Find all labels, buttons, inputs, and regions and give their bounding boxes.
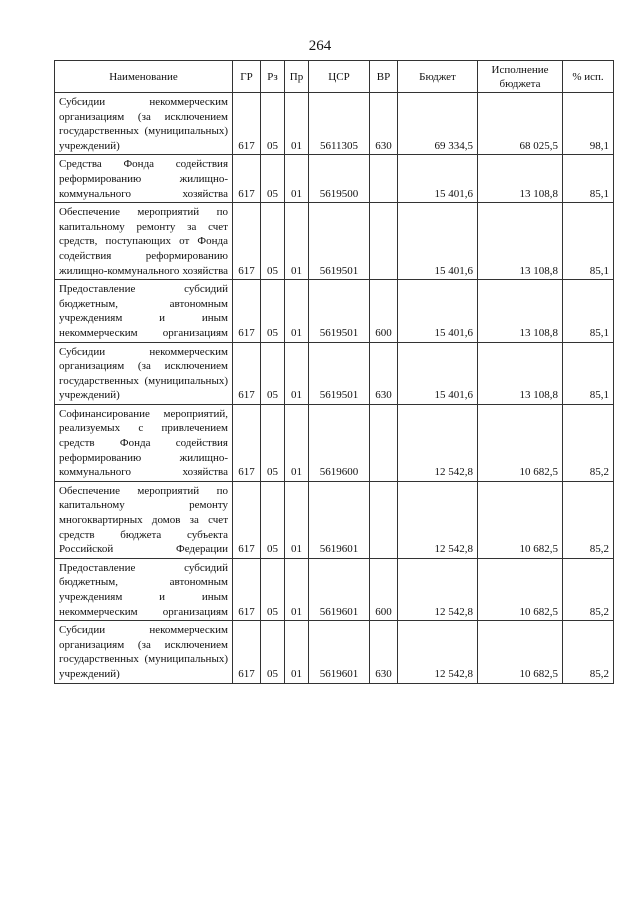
page-number: 264	[308, 38, 332, 54]
row-rz: 05	[261, 93, 285, 155]
row-budget: 69 334,5	[398, 93, 478, 155]
row-rz: 05	[261, 558, 285, 620]
row-gr: 617	[233, 93, 261, 155]
row-vr: 600	[370, 558, 398, 620]
row-gr: 617	[233, 203, 261, 280]
row-gr: 617	[233, 280, 261, 342]
table-row	[55, 621, 614, 683]
row-execution: 10 682,5	[478, 404, 563, 481]
col-header-rz: Рз	[261, 61, 285, 93]
row-percent: 85,2	[563, 558, 614, 620]
row-csr: 5619601	[309, 481, 370, 558]
row-vr: 630	[370, 342, 398, 404]
row-pr: 01	[285, 155, 309, 203]
row-pr: 01	[285, 93, 309, 155]
row-vr: 630	[370, 93, 398, 155]
budget-table	[54, 60, 614, 684]
col-header-pr: Пр	[285, 61, 309, 93]
col-header-vr: ВР	[370, 61, 398, 93]
row-name: Предоставление субсидий бюджетным, автономным учреждениям и иным некоммерческим организациям	[55, 280, 233, 342]
row-vr: 600	[370, 280, 398, 342]
row-gr: 617	[233, 558, 261, 620]
col-header-execution: Исполнение бюджета	[478, 61, 563, 93]
row-budget: 15 401,6	[398, 155, 478, 203]
row-csr: 5619501	[309, 342, 370, 404]
row-pr: 01	[285, 481, 309, 558]
row-name: Обеспечение мероприятий по капитальному ремонту многоквартирных домов за счет средств бюджета субъекта Российской Федерации	[55, 481, 233, 558]
row-name: Предоставление субсидий бюджетным, автономным учреждениям и иным некоммерческим организациям	[55, 558, 233, 620]
row-execution: 13 108,8	[478, 342, 563, 404]
row-csr: 5619601	[309, 558, 370, 620]
row-percent: 85,2	[563, 621, 614, 683]
row-execution: 10 682,5	[478, 558, 563, 620]
row-budget: 15 401,6	[398, 203, 478, 280]
row-rz: 05	[261, 404, 285, 481]
row-pr: 01	[285, 558, 309, 620]
table-row	[55, 155, 614, 203]
row-pr: 01	[285, 404, 309, 481]
row-budget: 12 542,8	[398, 404, 478, 481]
col-header-gr: ГР	[233, 61, 261, 93]
row-budget: 15 401,6	[398, 342, 478, 404]
row-csr: 5619501	[309, 280, 370, 342]
row-percent: 98,1	[563, 93, 614, 155]
row-gr: 617	[233, 481, 261, 558]
row-name: Субсидии некоммерческим организациям (за исключением государственных (муниципальных) учреждений)	[55, 342, 233, 404]
row-budget: 12 542,8	[398, 558, 478, 620]
row-budget: 12 542,8	[398, 621, 478, 683]
col-header-budget: Бюджет	[398, 61, 478, 93]
row-gr: 617	[233, 155, 261, 203]
table-row	[55, 342, 614, 404]
row-percent: 85,2	[563, 404, 614, 481]
row-gr: 617	[233, 621, 261, 683]
row-percent: 85,2	[563, 481, 614, 558]
row-name: Субсидии некоммерческим организациям (за исключением государственных (муниципальных) учреждений)	[55, 93, 233, 155]
row-rz: 05	[261, 280, 285, 342]
row-percent: 85,1	[563, 203, 614, 280]
table-row	[55, 481, 614, 558]
row-percent: 85,1	[563, 280, 614, 342]
row-vr	[370, 404, 398, 481]
row-name: Обеспечение мероприятий по капитальному ремонту за счет средств, поступающих от Фонда содействия реформированию жилищно-коммунального хозяйства	[55, 203, 233, 280]
row-rz: 05	[261, 342, 285, 404]
row-pr: 01	[285, 342, 309, 404]
row-pr: 01	[285, 203, 309, 280]
row-execution: 10 682,5	[478, 621, 563, 683]
row-execution: 13 108,8	[478, 155, 563, 203]
row-percent: 85,1	[563, 342, 614, 404]
table-header-row	[55, 61, 614, 93]
row-gr: 617	[233, 404, 261, 481]
row-execution: 13 108,8	[478, 280, 563, 342]
row-csr: 5619601	[309, 621, 370, 683]
row-rz: 05	[261, 155, 285, 203]
row-csr: 5619501	[309, 203, 370, 280]
row-pr: 01	[285, 280, 309, 342]
row-gr: 617	[233, 342, 261, 404]
row-name: Средства Фонда содействия реформированию жилищно-коммунального хозяйства	[55, 155, 233, 203]
row-budget: 12 542,8	[398, 481, 478, 558]
table-row	[55, 280, 614, 342]
col-header-percent: % исп.	[563, 61, 614, 93]
row-vr	[370, 203, 398, 280]
row-csr: 5611305	[309, 93, 370, 155]
row-csr: 5619600	[309, 404, 370, 481]
table-row	[55, 558, 614, 620]
row-execution: 10 682,5	[478, 481, 563, 558]
row-budget: 15 401,6	[398, 280, 478, 342]
col-header-name: Наименование	[55, 61, 233, 93]
table-row	[55, 404, 614, 481]
table-row	[55, 203, 614, 280]
row-pr: 01	[285, 621, 309, 683]
row-execution: 13 108,8	[478, 203, 563, 280]
row-csr: 5619500	[309, 155, 370, 203]
row-rz: 05	[261, 203, 285, 280]
col-header-csr: ЦСР	[309, 61, 370, 93]
row-rz: 05	[261, 481, 285, 558]
row-rz: 05	[261, 621, 285, 683]
row-vr: 630	[370, 621, 398, 683]
row-vr	[370, 481, 398, 558]
table-row	[55, 93, 614, 155]
row-name: Софинансирование мероприятий, реализуемых с привлечением средств Фонда содействия реформированию жилищно-коммунального хозяйства	[55, 404, 233, 481]
row-name: Субсидии некоммерческим организациям (за исключением государственных (муниципальных) учреждений)	[55, 621, 233, 683]
row-execution: 68 025,5	[478, 93, 563, 155]
row-percent: 85,1	[563, 155, 614, 203]
row-vr	[370, 155, 398, 203]
